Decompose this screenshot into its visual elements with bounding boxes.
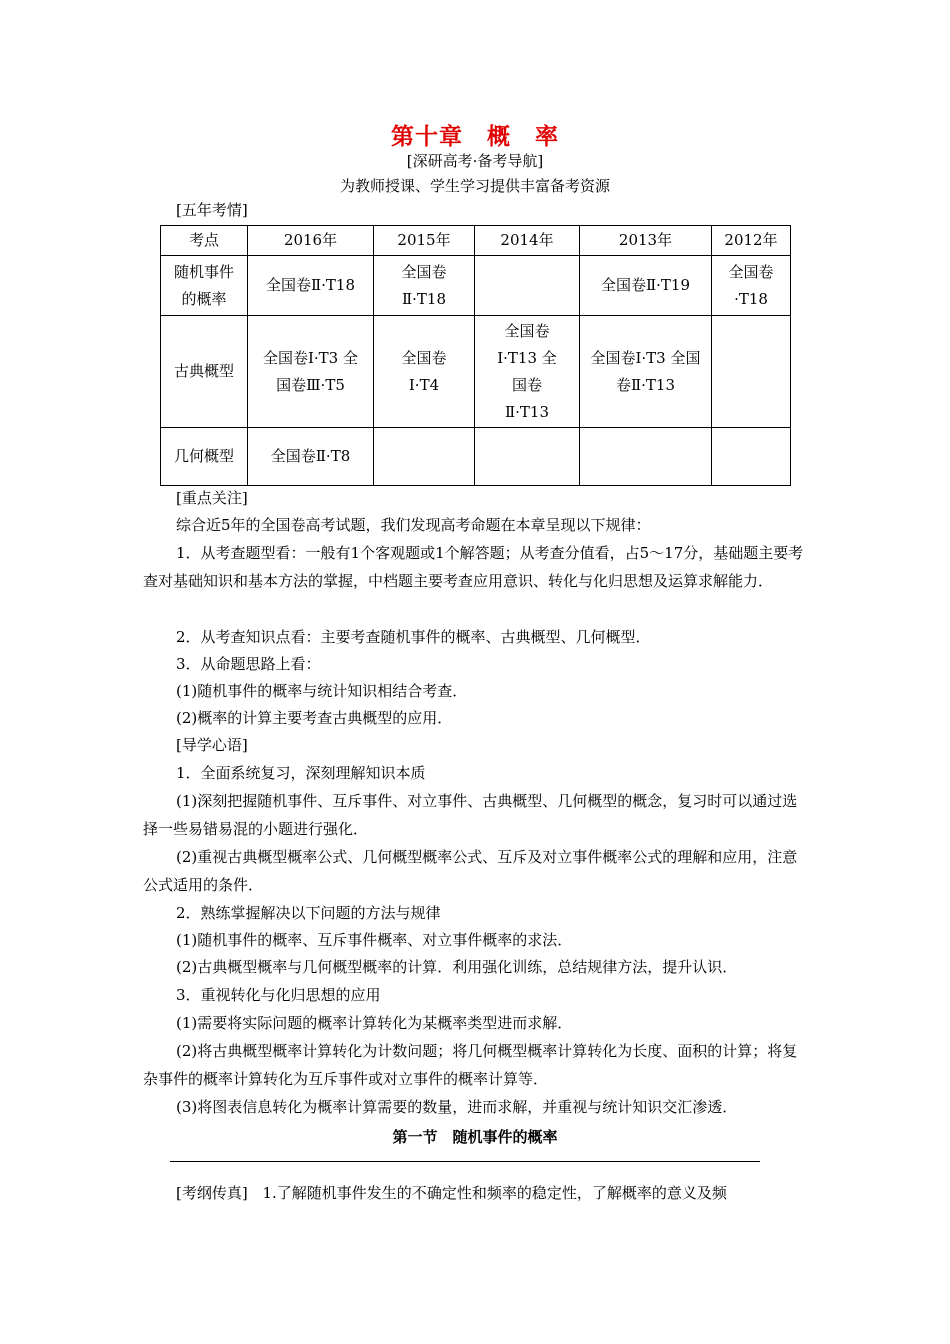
cell-2015: 全国卷Ⅰ·T4 <box>374 316 475 428</box>
subtitle-resources: 为教师授课、学生学习提供丰富备考资源 <box>339 177 610 195</box>
cell-2012 <box>712 316 791 428</box>
exam-table <box>160 225 791 486</box>
syllabus-label: [考纲传真] <box>176 1184 248 1202</box>
focus-item-2: 2．从考查知识点看：主要考查随机事件的概率、古典概型、几何概型． <box>176 628 651 646</box>
divider <box>170 1161 760 1162</box>
header-2012: 2012年 <box>712 226 791 256</box>
cell-2016: 全国卷Ⅱ·T18 <box>248 256 374 316</box>
syllabus-line <box>176 1183 727 1203</box>
focus-label: [重点关注] <box>176 489 248 507</box>
header-2016: 2016年 <box>248 226 374 256</box>
guide-3-3: (3)将图表信息转化为概率计算需要的数量，进而求解，并重视与统计知识交汇渗透． <box>176 1098 738 1116</box>
header-2015: 2015年 <box>374 226 475 256</box>
guide-3-2: (2)将古典概型概率计算转化为计数问题；将几何概型概率计算转化为长度、面积的计算；将复杂事件的概率计算转化为互斥事件或对立事件的概率计算等． <box>143 1042 798 1088</box>
guide-2-1: (1)随机事件的概率、互斥事件概率、对立事件概率的求法． <box>176 931 573 949</box>
cell-2013: 全国卷Ⅰ·T3 全国卷Ⅱ·T13 <box>580 316 712 428</box>
section-title: 第一节 随机事件的概率 <box>392 1128 558 1146</box>
cell-topic: 几何概型 <box>161 428 248 486</box>
guide-1-1: (1)深刻把握随机事件、互斥事件、对立事件、古典概型、几何概型的概念，复习时可以通过选择一些易错易混的小题进行强化． <box>143 792 798 838</box>
guide-1-2: (2)重视古典概型概率公式、几何概型概率公式、互斥及对立事件概率公式的理解和应用，注意公式适用的条件． <box>143 848 798 894</box>
focus-item-3-2: (2)概率的计算主要考查古典概型的应用． <box>176 709 453 727</box>
guide-3: 3．重视转化与化归思想的应用 <box>176 986 381 1004</box>
cell-2016: 全国卷Ⅱ·T8 <box>248 428 374 486</box>
syllabus-text: 1.了解随机事件发生的不确定性和频率的稳定性，了解概率的意义及频 <box>262 1184 727 1202</box>
guide-3-1: (1)需要将实际问题的概率计算转化为某概率类型进而求解． <box>176 1014 573 1032</box>
cell-2015: 全国卷Ⅱ·T18 <box>374 256 475 316</box>
cell-2013 <box>580 428 712 486</box>
cell-topic: 随机事件的概率 <box>161 256 248 316</box>
cell-2014 <box>475 256 580 316</box>
focus-intro: 综合近5年的全国卷高考试题，我们发现高考命题在本章呈现以下规律： <box>176 516 651 534</box>
guide-1: 1．全面系统复习，深刻理解知识本质 <box>176 764 426 782</box>
header-topic: 考点 <box>161 226 248 256</box>
cell-2015 <box>374 428 475 486</box>
cell-2012 <box>712 428 791 486</box>
cell-2013: 全国卷Ⅱ·T19 <box>580 256 712 316</box>
focus-item-1: 1．从考查题型看：一般有1个客观题或1个解答题；从考查分值看，占5～17分，基础题主要考查对基础知识和基本方法的掌握，中档题主要考查应用意识、转化与化归思想及运算求解能力． <box>143 544 804 590</box>
chapter-title: 第十章 概 率 <box>391 123 559 150</box>
table-row <box>161 316 791 428</box>
cell-2014 <box>475 428 580 486</box>
focus-item-3: 3．从命题思路上看： <box>176 655 321 673</box>
guide-2-2: (2)古典概型概率与几何概型概率的计算．利用强化训练，总结规律方法，提升认识． <box>176 958 738 976</box>
cell-2016: 全国卷Ⅰ·T3 全国卷Ⅲ·T5 <box>248 316 374 428</box>
five-year-label: [五年考情] <box>176 201 248 219</box>
cell-topic: 古典概型 <box>161 316 248 428</box>
table-row <box>161 256 791 316</box>
table-row <box>161 428 791 486</box>
cell-2012: 全国卷·T18 <box>712 256 791 316</box>
guide-2: 2．熟练掌握解决以下问题的方法与规律 <box>176 904 441 922</box>
cell-2014: 全国卷Ⅰ·T13 全国卷Ⅱ·T13 <box>475 316 580 428</box>
header-2013: 2013年 <box>580 226 712 256</box>
focus-item-3-1: (1)随机事件的概率与统计知识相结合考查． <box>176 682 468 700</box>
subtitle-guide: [深研高考·备考导航] <box>406 152 544 170</box>
header-2014: 2014年 <box>475 226 580 256</box>
table-header-row <box>161 226 791 256</box>
guide-label: [导学心语] <box>176 736 248 754</box>
